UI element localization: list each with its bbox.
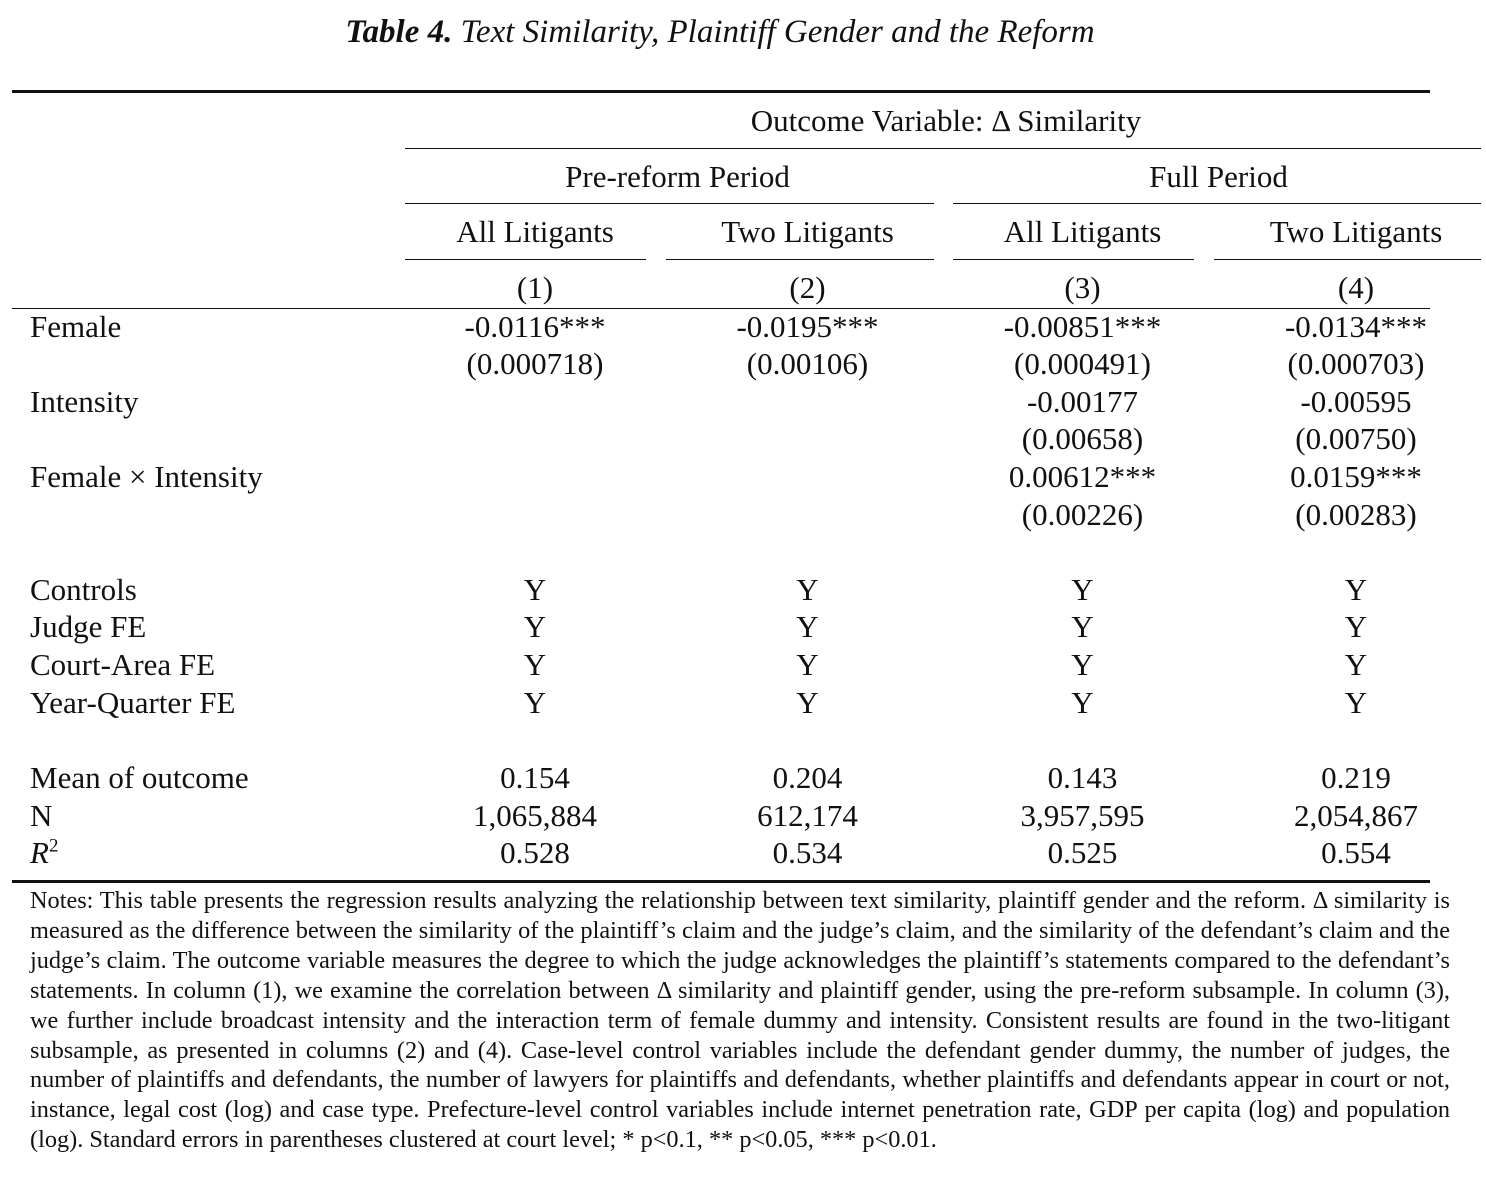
table-cell: Y	[796, 685, 819, 720]
row-label-female: Female	[30, 309, 122, 344]
table-cell: Y	[523, 685, 547, 720]
subgroup-underline-3	[953, 259, 1194, 260]
table-cell: Y	[796, 609, 819, 644]
table-title	[0, 14, 1440, 51]
table-cell: Y	[1344, 572, 1368, 607]
table-cell: -0.0134***	[1284, 309, 1428, 344]
r-symbol: R	[30, 835, 49, 870]
table-cell: -0.00595	[1300, 384, 1412, 419]
table-cell: Y	[1071, 572, 1094, 607]
table-cell: 0.528	[500, 835, 570, 870]
table-cell: 612,174	[757, 798, 858, 833]
table-cell: Y	[523, 647, 547, 682]
subgroup-header-4: Two Litigants	[1269, 214, 1443, 249]
row-label-n: N	[30, 798, 53, 833]
table-cell: (0.00658)	[1021, 421, 1144, 456]
table-cell: (0.000703)	[1287, 346, 1425, 381]
table-cell: 0.143	[1047, 760, 1118, 795]
table-cell: 1,065,884	[473, 798, 597, 833]
column-number-3: (3)	[1064, 270, 1101, 305]
group-header-full: Full Period	[1149, 159, 1288, 194]
table-cell: (0.00226)	[1021, 497, 1144, 532]
row-label-mean-of-outcome: Mean of outcome	[30, 760, 249, 795]
column-number-1: (1)	[516, 270, 554, 305]
table-cell: Y	[1344, 685, 1368, 720]
table-cell: 0.525	[1047, 835, 1118, 870]
outcome-header: Outcome Variable: Δ Similarity	[750, 103, 1142, 138]
table-cell: (0.00750)	[1295, 421, 1417, 456]
table-cell: 0.154	[500, 760, 570, 795]
row-label-controls: Controls	[30, 572, 137, 607]
subgroup-header-2: Two Litigants	[721, 214, 894, 249]
table-cell: 0.00612***	[1008, 459, 1157, 494]
table-cell: Y	[1071, 609, 1094, 644]
table-cell: 0.204	[772, 760, 843, 795]
table-cell: Y	[523, 609, 547, 644]
row-label-judge-fe: Judge FE	[30, 609, 147, 644]
table-cell: Y	[1071, 685, 1094, 720]
table-cell: Y	[796, 572, 819, 607]
subgroup-header-1: All Litigants	[456, 214, 614, 249]
table-cell: 0.0159***	[1290, 459, 1422, 494]
table-caption: Text Similarity, Plaintiff Gender and the Reform	[460, 14, 1095, 50]
table-cell: 0.554	[1321, 835, 1391, 870]
group-underline-full	[953, 203, 1481, 204]
subgroup-underline-1	[405, 259, 646, 260]
outcome-underline	[405, 148, 1481, 149]
column-number-4: (4)	[1337, 270, 1375, 305]
column-number-2: (2)	[789, 270, 826, 305]
row-label-court-area-fe: Court-Area FE	[30, 647, 216, 682]
row-label-intensity: Intensity	[30, 384, 139, 419]
table-cell: -0.00177	[1026, 384, 1139, 419]
r-superscript: 2	[48, 835, 59, 857]
table-cell: (0.000491)	[1014, 346, 1151, 381]
table-cell: 2,054,867	[1294, 798, 1418, 833]
table-cell: 0.219	[1321, 760, 1391, 795]
table-notes: Notes: This table presents the regression results analyzing the relationship between text similarity, plaintiff gender and the reform. Δ similarity is measured as the difference between the similarity of the plaintiff’s claim and the judge’s claim, and the similarity of the defendant’s claim and the judge’s claim. The outcome variable measures the degree to which the judge acknowledges the plaintiff’s statements compared to the defendant’s statements. In column (1), we examine the correlation between Δ similarity and plaintiff gender, using the pre-reform subsample. In column (3), we further include broadcast intensity and the interaction term of female dummy and intensity. Consistent results are found in the two-litigant subsample, as presented in columns (2) and (4). Case-level control variables include the defendant gender dummy, the number of judges, the number of plaintiffs and defendants, the number of lawyers for plaintiffs and defendants, whether plaintiffs and defendants appear in court or not, instance, legal cost (log) and case type. Prefecture-level control variables include internet penetration rate, GDP per capita (log) and population (log). Standard errors in parentheses clustered at court level; * p<0.1, ** p<0.05, *** p<0.01.	[30, 887, 1450, 1154]
table-cell: Y	[523, 572, 547, 607]
top-rule	[12, 90, 1430, 93]
bottom-rule	[12, 880, 1430, 883]
table-number: Table 4.	[345, 14, 453, 50]
table-cell: (0.00283)	[1295, 497, 1417, 532]
table-cell: -0.0195***	[736, 309, 879, 344]
group-header-pre-reform: Pre-reform Period	[565, 159, 790, 194]
group-underline-pre	[405, 203, 934, 204]
row-label-female-x-intensity: Female × Intensity	[30, 459, 263, 494]
table-cell: -0.00851***	[1003, 309, 1162, 344]
table-cell: Y	[1344, 647, 1368, 682]
table-cell: -0.0116***	[464, 309, 606, 344]
row-label-r-squared	[30, 834, 58, 872]
table-cell: 3,957,595	[1020, 798, 1145, 833]
table-cell: (0.000718)	[466, 346, 604, 381]
table-cell: Y	[796, 647, 819, 682]
subgroup-underline-4	[1214, 259, 1481, 260]
table-cell: Y	[1344, 609, 1368, 644]
subgroup-underline-2	[666, 259, 934, 260]
row-label-year-quarter-fe: Year-Quarter FE	[30, 685, 236, 720]
table-cell: Y	[1071, 647, 1094, 682]
table-cell: (0.00106)	[746, 346, 869, 381]
subgroup-header-3: All Litigants	[1003, 214, 1162, 249]
table-cell: 0.534	[772, 835, 843, 870]
